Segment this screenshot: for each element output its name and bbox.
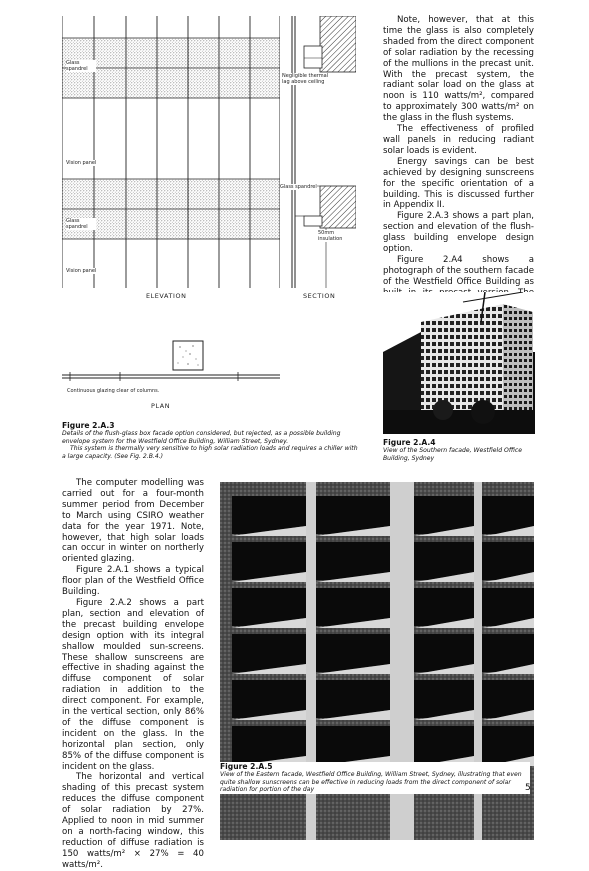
- right-paragraph-4: Figure 2.A.3 shows a part plan, section and elevation of the flush-glass building envelope design option.: [383, 211, 534, 255]
- figure-2a3-title: Figure 2.A.3: [62, 421, 115, 430]
- figure-2a3-caption: [62, 421, 362, 460]
- elevation-title: ELEVATION: [146, 292, 187, 300]
- label-vision-panel-top: Vision panel: [66, 160, 97, 166]
- right-paragraph-1: Note, however, that at this time the glass is also completely shaded from the direct component of solar radiation by the recessing of the mullions in the precast unit. With the precast system, the radiant solar load on the glass at noon is 110 watts/m², compared to approximately 300 watts/m² on the glass in the flush systems.: [383, 15, 534, 124]
- figure-2a5-text: View of the Eastern facade, Westfield Office Building, William Street, Sydney, illustrating that even quite shallow sunscreens can be effective in reducing loads from the direct component of solar radiation for portion of the day: [220, 771, 522, 793]
- plan-drawing: [62, 337, 280, 387]
- right-column-text: [383, 15, 534, 331]
- left-paragraph-1: The computer modelling was carried out for a four-month summer period from December to March using CSIRO weather data for the year 1971. Note, however, that high solar loads can occur in winter on northerly oriented glazing.: [62, 478, 204, 565]
- right-paragraph-3: Energy savings can be best achieved by designing sunscreens for the specific orientation of a building. This is discussed further in Appendix II.: [383, 156, 534, 211]
- page-number: 5: [525, 783, 531, 793]
- figure-2a4-title: Figure 2.A.4: [383, 438, 436, 447]
- left-column-text: [62, 478, 204, 871]
- section-drawing: [286, 16, 356, 288]
- label-negligible-thermal-lag: Negligible thermal lag above ceiling: [282, 73, 352, 85]
- figure-2a4-caption: [383, 438, 535, 462]
- label-section-glass-spandrel: Glass spandrel: [280, 184, 317, 190]
- label-insulation: 50mm insulation: [318, 230, 354, 242]
- section-title: SECTION: [303, 292, 336, 300]
- right-paragraph-2: The effectiveness of profiled wall panels in reducing radiant solar loads is evident.: [383, 124, 534, 156]
- figure-2a4-text: View of the Southern facade, Westfield Office Building, Sydney: [383, 447, 523, 462]
- label-vision-panel-bottom: Vision panel: [66, 268, 97, 274]
- plan-title: PLAN: [151, 402, 171, 410]
- figure-2a5-caption: [220, 762, 530, 794]
- label-glass-spandrel-mid: Glass spandrel: [66, 218, 96, 230]
- right-paragraph-5: Figure 2.A4 shows a photograph of the southern facade of the Westfield Office Building as: [383, 254, 534, 287]
- figure-2a3-text-2: This system is thermally very sensitive to high solar radiation loads and requires a chiller with a large capacity. (See Fig. 2.B.4.): [62, 445, 358, 460]
- left-paragraph-3: Figure 2.A.2 shows a part plan, section and elevation of the precast building envelope design option with its integral shallow moulded sun-screens. These shallow sunscreens are effective in shading against the diffuse component of solar radiation in addition to the direct component. For example, in the vertical section, only 86% of the diffuse component is incident on the glass. In the horizontal plan section, only 85% of the diffuse component is incident on the glass.: [62, 597, 204, 772]
- left-paragraph-4: The horizontal and vertical shading of this precast system reduces the diffuse component of solar radiation by 27%. Applied to noon in mid summer on a north-facing window, this reduction of diffuse radiation is 150 watts/m² × 27% = 40 watts/m².: [62, 772, 204, 870]
- plan-note: Continuous glazing clear of columns.: [67, 388, 160, 394]
- elevation-drawing: [62, 16, 280, 288]
- label-glass-spandrel-top: Glass spandrel: [66, 60, 96, 72]
- figure-2a5-title: Figure 2.A.5: [220, 762, 273, 771]
- left-paragraph-2: Figure 2.A.1 shows a typical floor plan of the Westfield Office Building.: [62, 565, 204, 598]
- southern-facade-photo: [383, 292, 535, 434]
- figure-2a3-text-1: Details of the flush-glass box facade option considered, but rejected, as a possible building envelope system for the Westfield Office Building, William Street, Sydney.: [62, 430, 341, 445]
